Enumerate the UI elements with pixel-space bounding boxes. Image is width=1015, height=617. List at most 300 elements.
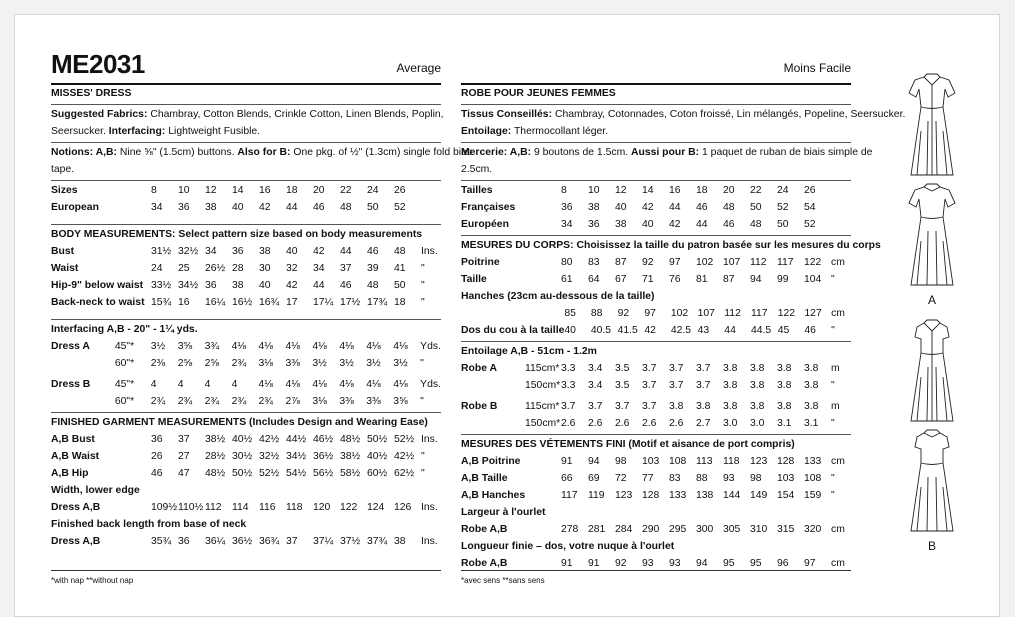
table-cell: 2¾: [204, 396, 220, 407]
table-cell: 3.5: [615, 363, 630, 374]
table-cell: 69: [588, 473, 600, 484]
table-cell: 93: [669, 558, 681, 569]
table-cell: 300: [696, 524, 714, 535]
table-cell: 2¾: [258, 396, 273, 407]
table-cell: 45"*: [114, 341, 135, 352]
table-cell: 44: [313, 280, 325, 291]
table-cell: ": [420, 396, 424, 407]
table-cell: 2⅝: [177, 358, 193, 369]
table-cell: 14: [232, 185, 244, 196]
table-cell: 2.6: [561, 418, 576, 429]
table-cell: 83: [588, 257, 600, 268]
dress-b-front-sketch: [897, 317, 967, 427]
table-cell: 4: [231, 379, 238, 390]
table-cell: 4⅛: [312, 341, 327, 352]
table-cell: 95: [723, 558, 735, 569]
table-cell: 24: [367, 185, 379, 196]
table-cell: 115cm*: [525, 363, 560, 374]
table-cell: 42: [313, 246, 325, 257]
row-label: Dress A: [51, 341, 90, 352]
table-cell: Yds.: [420, 379, 441, 390]
table-cell: 97: [669, 257, 681, 268]
back-length-label: Finished back length from base of neck: [51, 519, 247, 530]
row-label: Dress A,B: [51, 502, 101, 513]
row-label: Robe B: [461, 401, 498, 412]
row-label: Européen: [461, 219, 509, 230]
finished-table-fr: [461, 453, 851, 504]
table-cell: 42: [642, 202, 654, 213]
table-cell: 3.7: [642, 363, 657, 374]
row-label: Robe A,B: [461, 524, 508, 535]
table-cell: 22: [750, 185, 762, 196]
table-cell: 126: [394, 502, 412, 513]
width-table: [51, 499, 441, 516]
table-cell: ": [421, 451, 425, 462]
table-cell: 2⅜: [150, 358, 166, 369]
table-cell: m: [831, 363, 840, 374]
table-cell: 43: [697, 325, 710, 336]
table-cell: 20: [723, 185, 735, 196]
table-row: [461, 322, 851, 339]
table-cell: 120: [313, 502, 331, 513]
table-cell: 3.8: [804, 401, 819, 412]
row-label: Dress A,B: [51, 536, 101, 547]
table-cell: 108: [804, 473, 822, 484]
row-label: [51, 393, 115, 410]
table-cell: 117: [777, 257, 794, 268]
table-row: [461, 470, 851, 487]
row-label: European: [51, 202, 99, 213]
table-cell: 3⅛: [312, 396, 327, 407]
table-cell: m: [831, 401, 840, 412]
table-cell: 118: [286, 502, 303, 513]
notions-line-2: tape.: [51, 164, 75, 175]
table-cell: ": [831, 418, 835, 429]
table-cell: 295: [669, 524, 687, 535]
table-cell: ": [421, 468, 425, 479]
table-cell: 36: [151, 434, 163, 445]
table-cell: 50½: [232, 468, 253, 479]
table-cell: cm: [831, 308, 845, 319]
table-cell: 80: [561, 257, 573, 268]
hanches-label: Hanches (23cm au-dessous de la taille): [461, 291, 655, 302]
table-cell: 12: [615, 185, 627, 196]
notions-line: Notions: A,B: Nine ⅝" (1.5cm) buttons. Also for B: One pkg. of ½" (1.3cm) single fold bias: [51, 147, 473, 158]
table-cell: 2¾: [231, 358, 247, 369]
table-cell: 108: [669, 456, 687, 467]
finished-title-fr: MESURES DES VÉTEMENTS FINI (Motif et aisance de port compris): [461, 439, 795, 450]
table-cell: 3.8: [750, 380, 765, 391]
table-cell: 3⅝: [393, 396, 408, 407]
row-label: A,B Hanches: [461, 490, 526, 501]
table-cell: 315: [777, 524, 795, 535]
table-cell: 67: [615, 274, 627, 285]
fabrics-line-fr: Tissus Conseillés: Chambray, Cotonnades, Coton froissé, Lin mélangés, Popeline, Seersucker.: [461, 109, 906, 120]
table-row: [461, 199, 831, 216]
table-cell: 17: [286, 297, 298, 308]
table-cell: 3.7: [696, 380, 711, 391]
table-cell: 2¾: [150, 396, 166, 407]
table-cell: 34: [313, 263, 325, 274]
table-cell: 40: [642, 219, 654, 230]
table-cell: 92: [617, 308, 630, 319]
table-cell: 3.8: [723, 401, 738, 412]
table-row: [461, 305, 851, 322]
table-cell: 284: [615, 524, 633, 535]
table-cell: 150cm*: [525, 380, 561, 391]
table-cell: 31½: [151, 246, 172, 257]
table-cell: 45: [777, 325, 790, 336]
table-cell: 50: [750, 202, 762, 213]
table-cell: 3.7: [561, 401, 576, 412]
table-row: [51, 243, 441, 260]
table-cell: 38½: [205, 434, 226, 445]
table-cell: 3⅝: [177, 341, 193, 352]
table-cell: 96: [777, 558, 789, 569]
table-cell: 97: [804, 558, 816, 569]
table-cell: 2¾: [231, 396, 247, 407]
table-cell: 27: [178, 451, 190, 462]
table-cell: 56½: [313, 468, 334, 479]
table-cell: 52: [777, 202, 789, 213]
table-cell: 46: [340, 280, 352, 291]
table-cell: 94: [696, 558, 708, 569]
table-cell: 44: [286, 202, 298, 213]
view-b-label: B: [927, 539, 936, 553]
table-cell: 37½: [340, 536, 361, 547]
table-cell: 42: [669, 219, 681, 230]
table-cell: 32½: [178, 246, 199, 257]
table-cell: 103: [777, 473, 795, 484]
row-label: Tailles: [461, 185, 493, 196]
table-row: [461, 254, 851, 271]
table-cell: 34: [205, 246, 217, 257]
table-cell: 44.5: [750, 325, 772, 336]
table-row: [51, 499, 441, 516]
table-cell: 133: [804, 456, 822, 467]
table-cell: 72: [615, 473, 627, 484]
table-cell: 38½: [340, 451, 361, 462]
difficulty-label-fr: Moins Facile: [783, 61, 851, 75]
table-cell: 4⅛: [285, 379, 300, 390]
table-cell: 32: [286, 263, 298, 274]
table-cell: 2¾: [177, 396, 193, 407]
table-cell: 3.7: [588, 401, 603, 412]
table-cell: 88: [696, 473, 708, 484]
table-cell: ": [421, 280, 425, 291]
table-cell: 14: [642, 185, 654, 196]
table-cell: 103: [642, 456, 660, 467]
table-cell: 36¼: [205, 536, 226, 547]
table-cell: 37¼: [313, 536, 334, 547]
table-cell: 3.8: [777, 380, 792, 391]
table-cell: cm: [831, 524, 845, 535]
table-cell: 150cm*: [525, 418, 561, 429]
table-cell: 30½: [232, 451, 253, 462]
table-cell: 2.6: [588, 418, 603, 429]
table-cell: 37: [340, 263, 352, 274]
table-row: [461, 377, 849, 394]
table-row: [51, 376, 441, 393]
table-cell: 3.3: [561, 363, 576, 374]
table-cell: 138: [696, 490, 714, 501]
table-cell: 42½: [394, 451, 415, 462]
table-cell: 37: [178, 434, 190, 445]
table-cell: 107: [697, 308, 715, 319]
table-cell: Ins.: [421, 246, 438, 257]
table-cell: 93: [723, 473, 735, 484]
body-measurements-table-fr: [461, 254, 851, 288]
english-column: [51, 15, 473, 585]
table-cell: 3.7: [669, 363, 684, 374]
table-cell: 36½: [232, 536, 253, 547]
table-cell: ": [831, 473, 835, 484]
table-cell: 3⅜: [366, 396, 381, 407]
width-label: Width, lower edge: [51, 485, 140, 496]
table-cell: 54½: [286, 468, 307, 479]
table-row: [51, 533, 441, 550]
table-cell: 4⅛: [312, 379, 327, 390]
table-cell: 3½: [393, 358, 408, 369]
table-cell: 3⅛: [258, 358, 273, 369]
table-cell: 36: [178, 536, 190, 547]
row-label: A,B Taille: [461, 473, 508, 484]
table-cell: 37: [286, 536, 298, 547]
table-cell: 77: [642, 473, 654, 484]
table-cell: 117: [561, 490, 578, 501]
table-cell: 102: [670, 308, 689, 319]
table-cell: 4⅛: [366, 341, 381, 352]
width-label-fr: Largeur à l'ourlet: [461, 507, 546, 518]
table-row: [51, 277, 441, 294]
table-cell: Ins.: [421, 434, 438, 445]
table-cell: 36: [205, 280, 217, 291]
table-cell: Ins.: [421, 536, 438, 547]
section-title-fr: ROBE POUR JEUNES FEMMES: [461, 88, 616, 99]
table-cell: 3.8: [723, 363, 738, 374]
table-cell: 91: [588, 558, 600, 569]
table-cell: 36: [561, 202, 573, 213]
table-cell: 32½: [259, 451, 280, 462]
table-cell: 44: [340, 246, 352, 257]
table-cell: 2.7: [696, 418, 711, 429]
table-cell: 149: [750, 490, 768, 501]
table-cell: 16¾: [259, 297, 280, 308]
table-cell: 3.8: [750, 401, 765, 412]
row-label: [461, 377, 525, 394]
table-cell: 4⅛: [258, 341, 273, 352]
table-cell: 48: [750, 219, 762, 230]
dress-b-yardage: [51, 376, 441, 410]
robe-b-yardage: [461, 398, 849, 432]
body-measurements-title: BODY MEASUREMENTS: Select pattern size based on body measurements: [51, 229, 423, 240]
table-cell: 41.5: [617, 325, 638, 336]
table-cell: 4: [204, 379, 211, 390]
table-cell: 3¾: [204, 341, 220, 352]
table-cell: 2.6: [615, 418, 630, 429]
pattern-envelope-back: [14, 14, 1000, 617]
table-cell: 39: [367, 263, 379, 274]
table-cell: 110½: [178, 502, 204, 513]
table-cell: Ins.: [421, 502, 438, 513]
table-cell: 50: [394, 280, 406, 291]
fabrics-line: Suggested Fabrics: Chambray, Cotton Blends, Crinkle Cotton, Linen Blends, Poplin,: [51, 109, 444, 120]
table-cell: 81: [696, 274, 708, 285]
table-cell: 38: [615, 219, 627, 230]
table-cell: 3.7: [696, 363, 711, 374]
table-cell: 18: [394, 297, 406, 308]
finished-table: [51, 431, 441, 482]
difficulty-label: Average: [396, 61, 441, 75]
table-cell: 52½: [259, 468, 280, 479]
table-cell: 119: [588, 490, 605, 501]
table-cell: 112: [750, 257, 767, 268]
row-label: Hip-9" below waist: [51, 280, 144, 291]
table-cell: 40: [564, 325, 576, 336]
table-cell: cm: [831, 456, 845, 467]
table-cell: 44: [669, 202, 681, 213]
fabrics-line-2: Seersucker. Interfacing: Lightweight Fusible.: [51, 126, 261, 137]
table-cell: 26½: [205, 263, 226, 274]
table-cell: 3.8: [723, 380, 738, 391]
table-cell: 54: [804, 202, 816, 213]
table-cell: 3.8: [804, 363, 819, 374]
table-cell: 40: [259, 280, 271, 291]
row-label: Bust: [51, 246, 75, 257]
table-cell: 28: [232, 263, 244, 274]
interfacing-line-fr: Entoilage: Thermocollant léger.: [461, 126, 609, 137]
row-label: A,B Hip: [51, 468, 89, 479]
table-cell: 107: [723, 257, 741, 268]
table-cell: 4⅛: [393, 341, 408, 352]
row-label: Robe A,B: [461, 558, 508, 569]
row-label: A,B Bust: [51, 434, 95, 445]
table-cell: 46: [723, 219, 735, 230]
table-cell: 2.6: [669, 418, 684, 429]
table-cell: 114: [232, 502, 249, 513]
table-cell: 102: [696, 257, 714, 268]
table-cell: 3.1: [777, 418, 792, 429]
table-cell: ": [421, 263, 425, 274]
table-cell: 42: [644, 325, 656, 336]
table-cell: 62½: [394, 468, 415, 479]
table-cell: 320: [804, 524, 822, 535]
table-cell: 3.8: [669, 401, 684, 412]
table-row: [461, 453, 851, 470]
table-row: [51, 199, 421, 216]
table-cell: 24: [777, 185, 789, 196]
table-cell: 12: [205, 185, 217, 196]
table-cell: 42½: [259, 434, 280, 445]
table-cell: 144: [723, 490, 741, 501]
footnote-fr: *avec sens **sans sens: [461, 576, 545, 585]
view-sketches: [877, 71, 987, 553]
table-cell: 40½: [367, 451, 388, 462]
table-cell: 46: [804, 325, 816, 336]
section-title: MISSES' DRESS: [51, 88, 132, 99]
table-cell: 40: [286, 246, 298, 257]
table-cell: 10: [588, 185, 600, 196]
row-label: A,B Poitrine: [461, 456, 521, 467]
table-cell: 123: [615, 490, 633, 501]
table-cell: 36½: [313, 451, 334, 462]
table-cell: 3.7: [669, 380, 684, 391]
row-label: Taille: [461, 274, 487, 285]
table-cell: 42: [259, 202, 271, 213]
table-cell: 4: [150, 379, 157, 390]
table-cell: 123: [750, 456, 768, 467]
table-cell: 10: [178, 185, 190, 196]
view-a-label: A: [927, 293, 936, 307]
table-row: [461, 182, 831, 199]
table-cell: 38: [232, 280, 244, 291]
hanches-table: [461, 305, 851, 339]
table-cell: 87: [615, 257, 627, 268]
table-cell: 66: [561, 473, 573, 484]
row-label: Sizes: [51, 185, 78, 196]
table-cell: 46: [313, 202, 325, 213]
table-cell: 47: [178, 468, 190, 479]
table-cell: 41: [394, 263, 406, 274]
row-label: Dress B: [51, 379, 91, 390]
table-cell: 3.0: [723, 418, 738, 429]
table-cell: 127: [804, 308, 822, 319]
table-cell: 3.3: [561, 380, 576, 391]
table-cell: 40: [615, 202, 627, 213]
table-cell: 28½: [205, 451, 226, 462]
table-row: [461, 271, 851, 288]
table-cell: 38: [205, 202, 217, 213]
table-cell: 17½: [340, 297, 361, 308]
dress-b-back-sketch: [897, 427, 967, 537]
table-cell: 4⅛: [339, 341, 354, 352]
table-cell: 40: [232, 202, 244, 213]
table-cell: 36: [588, 219, 600, 230]
body-measurements-title-fr: MESURES DU CORPS: Choisissez la taille du patron basée sur les mesures du corps: [461, 240, 881, 251]
table-cell: 61: [561, 274, 573, 285]
table-row: [51, 465, 441, 482]
notions-line-fr: Mercerie: A,B: 9 boutons de 1.5cm. Aussi pour B: 1 paquet de ruban de biais simple de: [461, 147, 873, 158]
table-cell: 48: [394, 246, 406, 257]
table-cell: 8: [151, 185, 157, 196]
dress-a-back-sketch: [897, 181, 967, 291]
table-cell: ": [831, 490, 835, 501]
table-cell: ": [831, 274, 835, 285]
table-cell: 305: [723, 524, 741, 535]
table-cell: 117: [750, 308, 768, 319]
row-label: Robe A: [461, 363, 497, 374]
table-cell: 48: [723, 202, 735, 213]
table-cell: 154: [777, 490, 795, 501]
table-cell: 113: [696, 456, 713, 467]
french-column: [461, 15, 906, 585]
table-cell: cm: [831, 257, 845, 268]
notions-line-2-fr: 2.5cm.: [461, 164, 493, 175]
table-cell: 99: [777, 274, 789, 285]
table-cell: 85: [564, 308, 576, 319]
table-cell: 33½: [151, 280, 172, 291]
robe-a-yardage: [461, 360, 849, 394]
table-cell: 35¾: [151, 536, 172, 547]
table-cell: 34½: [178, 280, 199, 291]
row-label: Waist: [51, 263, 79, 274]
table-cell: cm: [831, 558, 845, 569]
table-row: [461, 521, 851, 538]
table-cell: 3.5: [615, 380, 630, 391]
table-row: [51, 355, 441, 372]
row-label: Back-neck to waist: [51, 297, 145, 308]
interfacing-yardage: Interfacing A,B - 20" - 1¼ yds.: [51, 324, 198, 335]
